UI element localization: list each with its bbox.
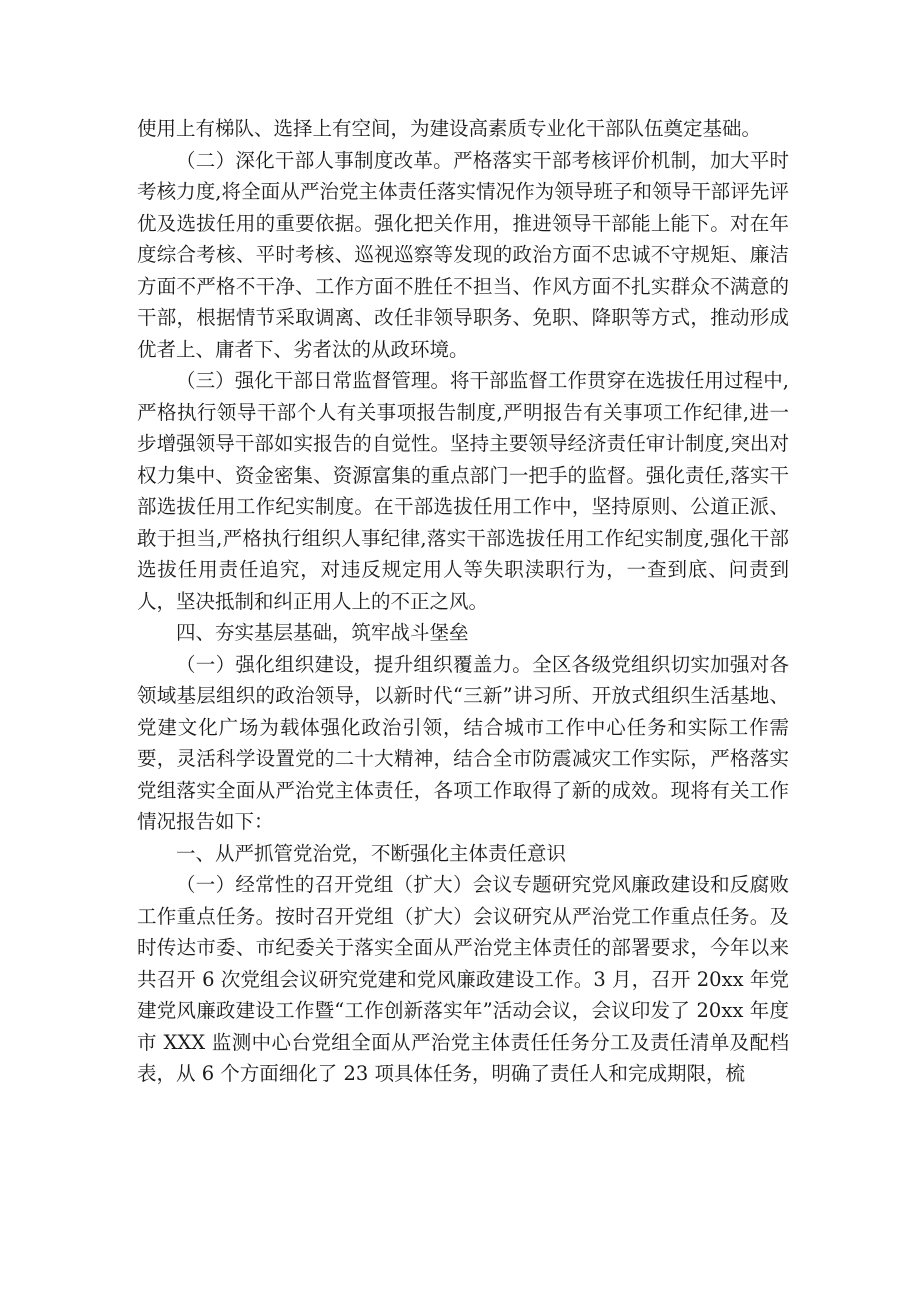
paragraph-party-meetings: （一）经常性的召开党组（扩大）会议专题研究党风廉政建设和反腐败工作重点任务。按时召开党组（扩大）会议研究从严治党工作重点任务。及时传达市委、市纪委关于落实全面从严治党主体责任的部署要求，今年以来共召开 6 次党组会议研究党建和党风廉政建设工作。3 月，召开 20xx 年党建党风廉政建设工作暨“工作创新落实年”活动会议，会议印发了 20xx 年度市 XXX 监测中心台党组全面从严治党主体责任任务分工及责任清单及配档表，从 6 个方面细化了 23 项具体任务，明确了责任人和完成期限，梳 (137, 873, 789, 1085)
document-body (137, 113, 789, 1090)
paragraph-continuation: 使用上有梯队、选择上有空间，为建设高素质专业化干部队伍奠定基础。 (137, 117, 762, 140)
section-heading-party-governance: 一、从严抓管党治党，不断强化主体责任意识 (176, 841, 567, 865)
paragraph-organization-building: （一）强化组织建设，提升组织覆盖力。全区各级党组织切实加强对各领域基层组织的政治领导，以新时代“三新”讲习所、开放式组织生活基地、党建文化广场为载体强化政治引领，结合城市工作中心任务和实际工作需要，灵活科学设置党的二十大精神，结合全市防震减灾工作实际，严格落实党组落实全面从严治党主体责任，各项工作取得了新的成效。现将有关工作情况报告如下： (137, 652, 789, 833)
paragraph-cadre-system-reform: （二）深化干部人事制度改革。严格落实干部考核评价机制，加大平时考核力度,将全面从严治党主体责任落实情况作为领导班子和领导干部评先评优及选拔任用的重要依据。强化把关作用，推进领导干部能上能下。对在年度综合考核、平时考核、巡视巡察等发现的政治方面不忠诚不守规矩、廉洁方面不严格不干净、工作方面不胜任不担当、作风方面不扎实群众不满意的干部，根据情节采取调离、改任非领导职务、免职、降职等方式，推动形成优者上、庸者下、劣者汰的从政环境。 (137, 148, 789, 361)
section-heading-grassroots: 四、夯实基层基础，筑牢战斗堡垒 (176, 621, 469, 644)
paragraph-cadre-supervision: （三）强化干部日常监督管理。将干部监督工作贯穿在选拔任用过程中,严格执行领导干部个人有关事项报告制度,严明报告有关事项工作纪律,进一步增强领导干部如实报告的自觉性。坚持主要领导经济责任审计制度,突出对权力集中、资金密集、资源富集的重点部门一把手的监督。强化责任,落实干部选拔任用工作纪实制度。在干部选拔任用工作中，坚持原则、公道正派、敢于担当,严格执行组织人事纪律,落实干部选拔任用工作纪实制度,强化干部选拔任用责任追究，对违反规定用人等失职渎职行为，一查到底、问责到人，坚决抵制和纠正用人上的不正之风。 (137, 369, 789, 613)
